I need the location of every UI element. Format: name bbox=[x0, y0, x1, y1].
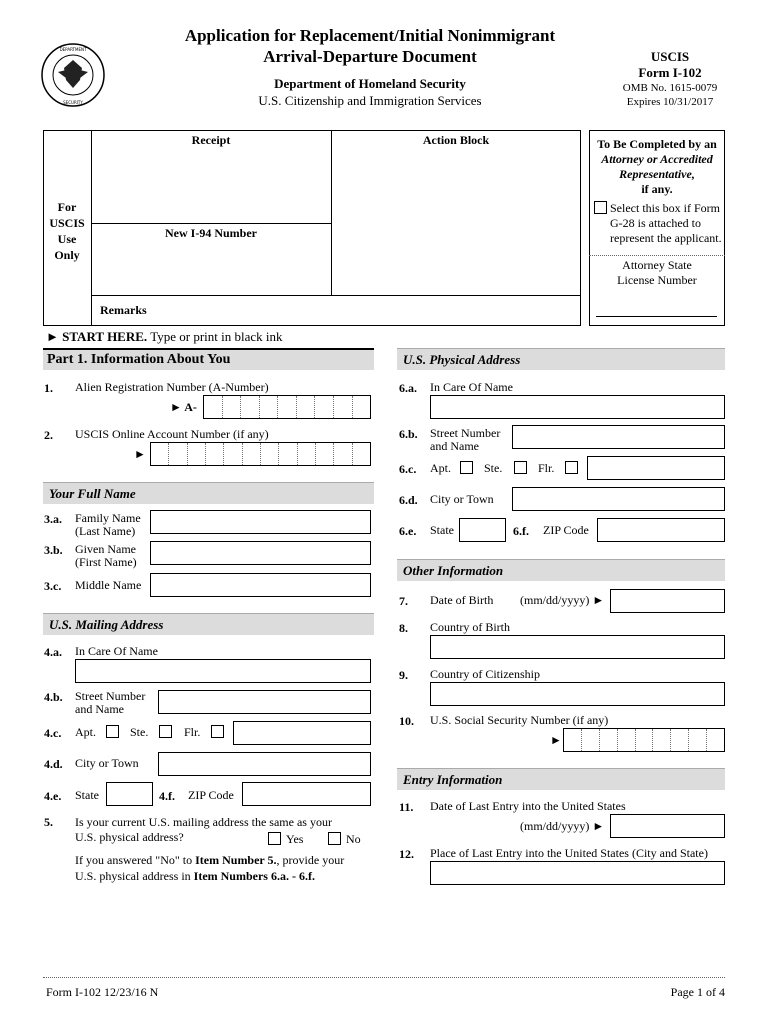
remarks-label: Remarks bbox=[100, 303, 147, 317]
same-address-yes-checkbox[interactable] bbox=[268, 832, 281, 845]
form-title-line1: Application for Replacement/Initial Nonimmigrant bbox=[184, 26, 556, 45]
last-entry-date-input[interactable] bbox=[610, 814, 725, 838]
item-6f-label: ZIP Code bbox=[543, 523, 589, 537]
item-3b-number: 3.b. bbox=[44, 543, 63, 557]
item-3a-label: Family Name (Last Name) bbox=[75, 511, 141, 538]
apt-label: Apt. bbox=[75, 725, 96, 739]
mailing-address-heading: U.S. Mailing Address bbox=[43, 613, 374, 635]
a-number-input[interactable] bbox=[203, 395, 371, 419]
item-9-number: 9. bbox=[399, 668, 408, 682]
item-4b-label: Street Number and Name bbox=[75, 689, 146, 716]
form-number: Form I-102 bbox=[638, 65, 702, 80]
item-4b-number: 4.b. bbox=[44, 690, 63, 704]
footer-form-id: Form I-102 12/23/16 N bbox=[46, 985, 159, 999]
mailing-zip-input[interactable] bbox=[242, 782, 371, 806]
uscis-label: USCIS bbox=[650, 49, 690, 64]
mailing-state-input[interactable] bbox=[106, 782, 153, 806]
yes-label: Yes bbox=[286, 832, 304, 846]
item-6e-label: State bbox=[430, 523, 454, 537]
receipt-label: Receipt bbox=[191, 133, 231, 147]
item-4a-label: In Care Of Name bbox=[75, 644, 158, 658]
mailing-unit-input[interactable] bbox=[233, 721, 371, 745]
arrow-icon: ► bbox=[134, 447, 146, 461]
item-3a-number: 3.a. bbox=[44, 512, 62, 526]
item-6c-number: 6.c. bbox=[399, 462, 417, 476]
same-address-no-checkbox[interactable] bbox=[328, 832, 341, 845]
item-12-number: 12. bbox=[399, 847, 414, 861]
mailing-care-of-input[interactable] bbox=[75, 659, 371, 683]
item-4f-number: 4.f. bbox=[159, 789, 175, 803]
family-name-input[interactable] bbox=[150, 510, 371, 534]
no-label: No bbox=[346, 832, 361, 846]
item-4e-label: State bbox=[75, 788, 99, 802]
apt-label: Apt. bbox=[430, 461, 451, 475]
item-6d-number: 6.d. bbox=[399, 493, 418, 507]
physical-zip-input[interactable] bbox=[597, 518, 725, 542]
item-10-label: U.S. Social Security Number (if any) bbox=[430, 713, 609, 727]
item-10-number: 10. bbox=[399, 714, 414, 728]
item-5-instruction: If you answered "No" to Item Number 5., provide your U.S. physical address in Item Numbers 6.a. - 6.f. bbox=[75, 853, 345, 883]
ssn-input[interactable] bbox=[563, 728, 725, 752]
form-title-line2: Arrival-Departure Document bbox=[263, 47, 477, 66]
g28-instructions: Select this box if Form G-28 is attached to represent the applicant. bbox=[610, 201, 722, 245]
divider-horizontal bbox=[91, 223, 331, 224]
item-4d-number: 4.d. bbox=[44, 757, 63, 771]
g28-checkbox[interactable] bbox=[594, 201, 607, 214]
divider-dotted bbox=[589, 255, 725, 256]
date-of-birth-input[interactable] bbox=[610, 589, 725, 613]
item-8-number: 8. bbox=[399, 621, 408, 635]
item-9-label: Country of Citizenship bbox=[430, 667, 540, 681]
item-3b-label: Given Name (First Name) bbox=[75, 542, 137, 569]
date-format-hint: (mm/dd/yyyy) ► bbox=[520, 593, 605, 607]
ste-label: Ste. bbox=[484, 461, 503, 475]
item-11-label: Date of Last Entry into the United States bbox=[430, 799, 626, 813]
mailing-flr-checkbox[interactable] bbox=[211, 725, 224, 738]
divider-vertical bbox=[331, 130, 332, 296]
item-1-label: Alien Registration Number (A-Number) bbox=[75, 380, 269, 394]
physical-city-input[interactable] bbox=[512, 487, 725, 511]
item-5-number: 5. bbox=[44, 815, 53, 829]
date-format-hint: (mm/dd/yyyy) ► bbox=[520, 819, 605, 833]
item-6b-label: Street Number and Name bbox=[430, 426, 501, 453]
given-name-input[interactable] bbox=[150, 541, 371, 565]
svg-text:SECURITY: SECURITY bbox=[63, 100, 83, 105]
new-i94-label: New I-94 Number bbox=[165, 226, 257, 240]
item-4e-number: 4.e. bbox=[44, 789, 62, 803]
physical-address-heading: U.S. Physical Address bbox=[397, 348, 725, 370]
item-6f-number: 6.f. bbox=[513, 524, 529, 538]
item-1-number: 1. bbox=[44, 381, 53, 395]
last-entry-place-input[interactable] bbox=[430, 861, 725, 885]
item-4a-number: 4.a. bbox=[44, 645, 62, 659]
item-3c-number: 3.c. bbox=[44, 579, 62, 593]
item-2-label: USCIS Online Account Number (if any) bbox=[75, 427, 269, 441]
item-8-label: Country of Birth bbox=[430, 620, 510, 634]
item-6d-label: City or Town bbox=[430, 492, 494, 506]
country-of-citizenship-input[interactable] bbox=[430, 682, 725, 706]
item-5-question: Is your current U.S. mailing address the same as your U.S. physical address? bbox=[75, 815, 332, 844]
svg-text:DEPARTMENT: DEPARTMENT bbox=[59, 47, 87, 52]
start-here: ► START HERE. Type or print in black ink bbox=[46, 329, 283, 344]
entry-information-heading: Entry Information bbox=[397, 768, 725, 790]
item-6e-number: 6.e. bbox=[399, 524, 417, 538]
item-7-number: 7. bbox=[399, 594, 408, 608]
physical-unit-input[interactable] bbox=[587, 456, 725, 480]
other-information-heading: Other Information bbox=[397, 559, 725, 581]
physical-flr-checkbox[interactable] bbox=[565, 461, 578, 474]
item-6a-number: 6.a. bbox=[399, 381, 417, 395]
physical-ste-checkbox[interactable] bbox=[514, 461, 527, 474]
middle-name-input[interactable] bbox=[150, 573, 371, 597]
ste-label: Ste. bbox=[130, 725, 149, 739]
item-2-number: 2. bbox=[44, 428, 53, 442]
item-12-label: Place of Last Entry into the United States (City and State) bbox=[430, 846, 708, 860]
dhs-seal bbox=[40, 42, 106, 108]
physical-state-input[interactable] bbox=[459, 518, 506, 542]
item-7-label: Date of Birth bbox=[430, 593, 494, 607]
physical-apt-checkbox[interactable] bbox=[460, 461, 473, 474]
part1-heading: Part 1. Information About You bbox=[43, 348, 374, 370]
item-3c-label: Middle Name bbox=[75, 578, 142, 592]
flr-label: Flr. bbox=[538, 461, 555, 475]
attorney-state-label: Attorney State License Number bbox=[617, 258, 697, 287]
footer-page-number: Page 1 of 4 bbox=[670, 985, 725, 999]
agency-name: U.S. Citizenship and Immigration Services bbox=[258, 93, 482, 108]
for-uscis-use-only: For USCIS Use Only bbox=[49, 200, 85, 262]
country-of-birth-input[interactable] bbox=[430, 635, 725, 659]
full-name-heading: Your Full Name bbox=[43, 482, 374, 504]
a-number-prefix: ► A- bbox=[170, 400, 197, 414]
divider-horizontal bbox=[91, 295, 581, 296]
expiration-date: Expires 10/31/2017 bbox=[626, 96, 714, 108]
uscis-account-input[interactable] bbox=[150, 442, 371, 466]
footer-rule bbox=[43, 977, 725, 978]
mailing-street-input[interactable] bbox=[158, 690, 371, 714]
department-name: Department of Homeland Security bbox=[274, 76, 466, 91]
item-11-number: 11. bbox=[399, 800, 414, 814]
item-6b-number: 6.b. bbox=[399, 427, 418, 441]
action-block-label: Action Block bbox=[422, 133, 490, 147]
attorney-heading: To Be Completed by an Attorney or Accredited Representative, if any. bbox=[597, 137, 717, 196]
physical-street-input[interactable] bbox=[512, 425, 725, 449]
omb-number: OMB No. 1615-0079 bbox=[622, 82, 718, 94]
item-4d-label: City or Town bbox=[75, 756, 139, 770]
mailing-apt-checkbox[interactable] bbox=[106, 725, 119, 738]
flr-label: Flr. bbox=[184, 725, 201, 739]
item-6a-label: In Care Of Name bbox=[430, 380, 513, 394]
item-4c-number: 4.c. bbox=[44, 726, 62, 740]
mailing-city-input[interactable] bbox=[158, 752, 371, 776]
arrow-icon: ► bbox=[550, 733, 562, 747]
attorney-license-field[interactable] bbox=[596, 316, 717, 317]
physical-care-of-input[interactable] bbox=[430, 395, 725, 419]
mailing-ste-checkbox[interactable] bbox=[159, 725, 172, 738]
item-4f-label: ZIP Code bbox=[188, 788, 234, 802]
